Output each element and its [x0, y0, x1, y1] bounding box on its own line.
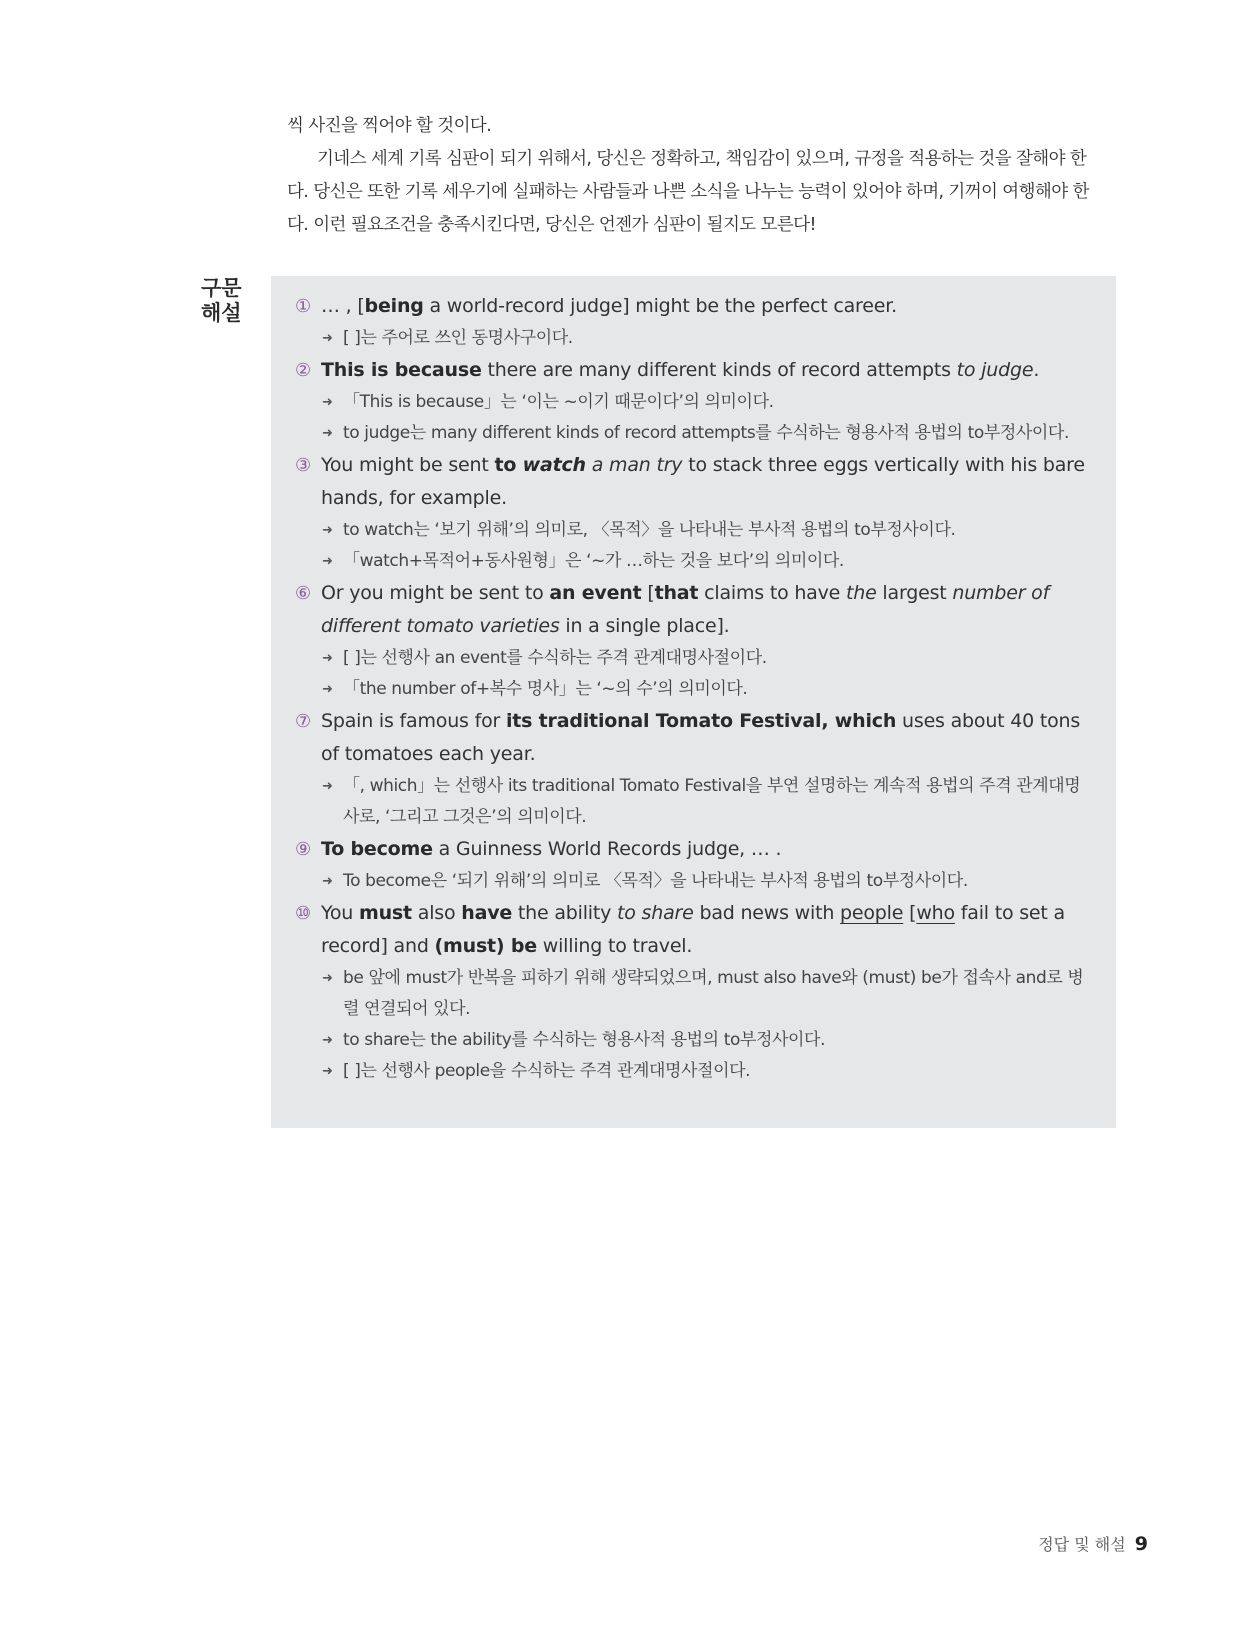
note-text: 「the number of+복수 명사」는 ‘~의 수’의 의미이다.: [343, 679, 748, 699]
explanation-item: [291, 897, 1096, 1087]
example-sentence: [291, 354, 1096, 387]
note-line: [322, 418, 1096, 449]
sentence-part: willing to travel.: [536, 935, 693, 957]
circled-number: ⑩: [295, 903, 311, 924]
page-footer: [1038, 1532, 1148, 1555]
sentence-part: also: [411, 902, 462, 924]
bold-part: (must) be: [434, 935, 537, 957]
note-text: be 앞에 must가 반복을 피하기 위해 생략되었으며, must also have와 (must) be가 접속사 and로 병렬 연결되어 있다.: [343, 968, 1084, 1019]
sentence-part: .: [1033, 359, 1040, 381]
bold-part: being: [364, 295, 424, 317]
sentence-text: [321, 833, 1096, 866]
sentence-part: there are many different kinds of record attempts: [481, 359, 957, 381]
example-sentence: [291, 833, 1096, 866]
explanation-item: [291, 290, 1096, 354]
explanation-item: [291, 705, 1096, 833]
sentence-part: [: [903, 902, 917, 924]
note-text: [ ]는 주어로 쓰인 동명사구이다.: [343, 328, 573, 348]
sentence-text: [321, 577, 1096, 643]
note-text: 「, which」는 선행사 its traditional Tomato Festival을 부연 설명하는 계속적 용법의 주격 관계대명사로, ‘그리고 그것은’의 의미이다.: [343, 776, 1081, 827]
arrow-right-icon: ➜: [322, 523, 333, 538]
explanation-item: [291, 449, 1096, 577]
note-text: [ ]는 선행사 people을 수식하는 주격 관계대명사절이다.: [343, 1061, 751, 1081]
arrow-right-icon: ➜: [322, 426, 333, 441]
note-text: 「watch+목적어+동사원형」은 ‘~가 …하는 것을 보다’의 의미이다.: [343, 551, 844, 571]
note-text: to judge는 many different kinds of record attempts를 수식하는 형용사적 용법의 to부정사이다.: [343, 423, 1069, 443]
arrow-right-icon: ➜: [322, 874, 333, 889]
explanation-item: [291, 577, 1096, 705]
sentence-part: a world-record judge] might be the perfect career.: [423, 295, 897, 317]
translation-text: [287, 110, 1102, 242]
sentence-part: Spain is famous for: [321, 710, 506, 732]
circled-number: ⑦: [295, 711, 311, 732]
circled-number: ⑥: [295, 583, 311, 604]
note-text: [ ]는 선행사 an event를 수식하는 주격 관계대명사절이다.: [343, 648, 767, 668]
arrow-right-icon: ➜: [322, 1064, 333, 1079]
italic-part: to share: [617, 902, 694, 924]
translation-line: 씩 사진을 찍어야 할 것이다.: [287, 116, 492, 136]
sentence-part: uses about 40 tons of tomatoes each year.: [321, 710, 1081, 765]
note-text: To become은 ‘되기 위해’의 의미로 〈목적〉을 나타내는 부사적 용법의 to부정사이다.: [343, 871, 968, 891]
underlined-antecedent: people: [840, 902, 904, 924]
arrow-right-icon: ➜: [322, 971, 333, 986]
example-sentence: [291, 577, 1096, 643]
sentence-part: the ability: [512, 902, 618, 924]
example-sentence: [291, 897, 1096, 963]
note-text: to watch는 ‘보기 위해’의 의미로, 〈목적〉을 나타내는 부사적 용법의 to부정사이다.: [343, 520, 956, 540]
circled-number: ②: [295, 360, 311, 381]
sentence-part: bad news with: [693, 902, 841, 924]
note-line: [322, 643, 1096, 674]
note-line: [322, 387, 1096, 418]
arrow-right-icon: ➜: [322, 331, 333, 346]
sentence-text: [321, 354, 1096, 387]
sentence-part: largest: [876, 582, 953, 604]
bold-part: that: [654, 582, 699, 604]
arrow-right-icon: ➜: [322, 554, 333, 569]
example-sentence: [291, 449, 1096, 515]
arrow-right-icon: ➜: [322, 779, 333, 794]
note-text: 「This is because」는 ‘이는 ~이기 때문이다’의 의미이다.: [343, 392, 774, 412]
sentence-text: [321, 290, 1096, 323]
underlined-relative-pronoun: who: [916, 902, 955, 924]
bold-part: To become: [321, 838, 433, 860]
bold-part: This is because: [321, 359, 482, 381]
footer-label: 정답 및 해설: [1038, 1535, 1126, 1554]
note-line: [322, 963, 1096, 1025]
bold-part: to: [494, 454, 523, 476]
sentence-part: … , [: [321, 295, 365, 317]
circled-number: ③: [295, 455, 311, 476]
sentence-part: fail to set a record] and: [321, 902, 1065, 957]
section-title-line1: 구문: [201, 276, 242, 300]
note-line: [322, 1056, 1096, 1087]
explanation-item: [291, 833, 1096, 897]
bold-part: its traditional Tomato Festival, which: [505, 710, 897, 732]
sentence-part: claims to have: [698, 582, 846, 604]
sentence-part: to stack three eggs vertically with his bare hands, for example.: [321, 454, 1085, 509]
note-line: [322, 771, 1096, 833]
sentence-part: Or you might be sent to: [321, 582, 550, 604]
note-line: [322, 515, 1096, 546]
sentence-part: You: [321, 902, 359, 924]
arrow-right-icon: ➜: [322, 395, 333, 410]
sentence-part: [: [641, 582, 655, 604]
arrow-right-icon: ➜: [322, 682, 333, 697]
page-number: 9: [1134, 1533, 1148, 1555]
explanation-item: [291, 354, 1096, 449]
sentence-text: [321, 705, 1096, 771]
italic-part: a man try: [585, 454, 683, 476]
sentence-part: in a single place].: [559, 615, 730, 637]
circled-number: ⑨: [295, 839, 311, 860]
section-title: [201, 276, 242, 326]
sentence-text: [321, 897, 1096, 963]
translation-paragraph: 기네스 세계 기록 심판이 되기 위해서, 당신은 정확하고, 책임감이 있으며, 규정을 적용하는 것을 잘해야 한다. 당신은 또한 기록 세우기에 실패하는 사람들과 나쁜 소식을 나누는 능력이 있어야 하며, 기꺼이 여행해야 한다. 이런 필요조건을 충족시킨다면, 당신은 언젠가 심판이 될지도 모른다!: [287, 149, 1089, 235]
note-line: [322, 866, 1096, 897]
note-line: [322, 546, 1096, 577]
note-line: [322, 1025, 1096, 1056]
arrow-right-icon: ➜: [322, 1033, 333, 1048]
bold-part: must: [359, 902, 412, 924]
section-title-line2: 해설: [201, 301, 242, 325]
italic-part: the: [846, 582, 877, 604]
example-sentence: [291, 290, 1096, 323]
bold-part: an event: [549, 582, 642, 604]
bold-italic-part: watch: [522, 454, 586, 476]
sentence-text: [321, 449, 1096, 515]
note-line: [322, 323, 1096, 354]
bold-part: have: [461, 902, 513, 924]
example-sentence: [291, 705, 1096, 771]
italic-part: number of different tomato varieties: [321, 582, 1050, 637]
italic-part: to judge: [956, 359, 1034, 381]
note-text: to share는 the ability를 수식하는 형용사적 용법의 to부정사이다.: [343, 1030, 826, 1050]
sentence-part: You might be sent: [321, 454, 495, 476]
arrow-right-icon: ➜: [322, 651, 333, 666]
syntax-explanation-box: [271, 276, 1116, 1128]
sentence-part: a Guinness World Records judge, … .: [432, 838, 782, 860]
note-line: [322, 674, 1096, 705]
circled-number: ①: [295, 296, 311, 317]
